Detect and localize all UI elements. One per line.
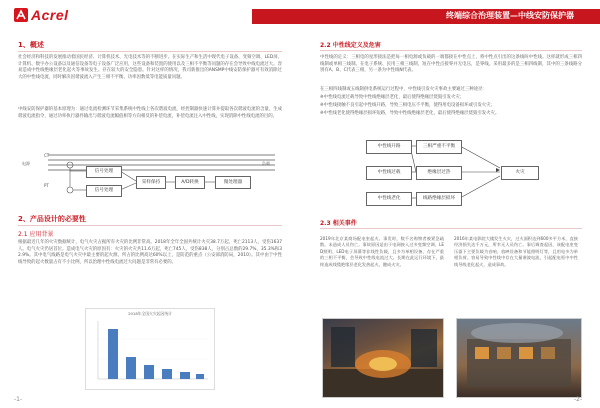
section-divider	[18, 225, 282, 226]
subsection-title-events: 2.3 相关事件	[320, 220, 357, 227]
processor-box: 微处理器	[215, 176, 251, 189]
flow-neutral-overload: 中性线过载	[366, 166, 412, 180]
section-title-overview: 1、概述	[18, 41, 44, 49]
fire-scene-image	[323, 319, 443, 397]
chart-bar	[180, 372, 190, 379]
chart-bar	[196, 374, 204, 379]
page-number-left: -1-	[14, 396, 23, 403]
fire-statistics-chart	[85, 308, 215, 390]
subsection-title-definition: 2.2 中性线定义及危害	[320, 42, 381, 49]
load-label: 负载	[262, 161, 270, 166]
section-divider	[320, 50, 582, 51]
pt-signal-box: 信号处理	[86, 185, 122, 197]
overview-paragraph-2: 中线安防保护器的基本原理为：通过电流检测环节采集系统中性线上各次谐波电流，经控制器快速计算并提取各次谐波电流的含量，生成谐波电流指令，通过功率执行器件输出与谐波电流幅值相等方向相反的补偿电流，补偿电流注入中性线，实现消除中性线电流的目的。	[18, 107, 282, 119]
overview-paragraph-1: 社会经济和科技的发展推动着国民经济、计算机技术、光电技术等的不断进步。在实际生产和生活中现代电子设备、变频空调、LED屏、计算机、数字办公设备以及通信设备等电子设备广泛应用，这些设备和装置的使用以及三相不平衡等问题的存在会导致中线电流过大。容易造成中性线绝缘层老化起火等事故发生。存在较大的安全隐患。针对这样的情况，我司新推出的ANSMP中线安防保护器可有效消除过大的中性线电流，同时解决因谐波流入产生三相不平衡、功率因数低等电能质量问题。	[18, 55, 282, 81]
event-1-text: 2019年北京某商场配电室起火。事发时，数千名购物者被紧急疏散。未造成人员伤亡。事故原因是由于电网接入过多变频空调、LED照明、LED电子屏幕等非线性负载，且多为单相设备，存在严重的三相不平衡，会导致中性线电流过大。长期在此运行环境下，最终造成线缆绝缘层老化发热起火，酿成火灾。	[320, 236, 444, 267]
chart-bar	[144, 365, 154, 379]
flow-fire: 火灾	[501, 166, 539, 180]
chart-bar	[126, 357, 136, 379]
pt-label: PT	[44, 183, 49, 188]
cinema-fire-image	[457, 319, 581, 397]
section-divider	[320, 228, 582, 229]
header-title: 终端综合治理装置—中线安防保护器	[446, 11, 574, 20]
section-divider	[18, 51, 282, 52]
flow-unbalance: 三相严重不平衡	[416, 140, 462, 154]
ct-signal-box: 信号处理	[86, 166, 122, 178]
chart-title: 2018年全国火灾起因统计	[128, 311, 172, 316]
event-2-photo	[456, 318, 582, 398]
acrel-logo-icon	[14, 8, 28, 22]
brand-name: Acrel	[31, 7, 69, 23]
adc-box: A/D转换	[175, 176, 205, 189]
ct-label: CT	[44, 153, 50, 158]
hazard-bullet-3: ※中性线老化使得绝缘层损坏短路，导致中性线绝缘层老化，最后使得绝缘层烧毁引发火灾。	[320, 111, 500, 116]
chart-bars	[86, 309, 214, 389]
header-bar	[252, 9, 600, 24]
section-title-necessity: 2、产品设计的必要性	[18, 215, 86, 223]
hazard-bullet-1: ※中性线电流过载导致中性线绝缘层老化，最后使得绝缘层烧毁引发火灾；	[320, 95, 465, 100]
subsection-title-background: 2.1 应用背景	[18, 231, 54, 238]
definition-paragraph: 中性线的定义：三相电的星形接法是把每一相电源或负载的一端都接在中性点上，将中性点引出的这条线叫中性线。这样就形成三相四线制或单相三线制。在电子系统、民用三相三线制，短在中性点接零并无电压，是零线。采用最多的是三相四线制，其中的三条线路分别有A、B、C代表三相，另一条为中性线N代表。	[320, 55, 582, 74]
source-label: 电源	[22, 161, 30, 166]
background-paragraph: 根据最近几年的火灾数据统计，电气火灾占据所有火灾的比例非常高。2018年全年全国共统计火灾38.7万起，死亡2113人，受伤1637人。电气火灾仍居首位。造成电气火灾的原因有：火灾的火灾共11.6万起，死亡745人，受伤838人，分别占总数的29.7%，35.3%和32.9%。其中电气线路是电气火灾中最主要的起火源，所占的比例高达60%以上，是防范的重点（公安部消防局，2010）。其中由于中性线导致的起火数量占有不小比例，所以治理中性线电流过大问题是非常有必要的。	[18, 240, 282, 266]
event-2-text: 2016年某电影院大楼发生火灾，过火面积达到600多平方米，直接经济损失达千万元，所幸无人员伤亡。事后调查起因，该配电室变压器下主要负载为音响、放映设备和节能照明灯等，且用电多为单相负荷。容易导致中性线中存在大量谐波电流，引起配电柜中中性线导线老化起火，造成事故。	[454, 236, 578, 267]
flow-insulation-damage: 线路绝缘层损坏	[416, 192, 462, 206]
event-1-photo	[322, 318, 444, 398]
chart-bar	[108, 329, 118, 379]
flow-insulation-overheat: 绝缘层过热	[416, 166, 462, 180]
flow-neutral-open: 中性线开路	[366, 140, 412, 154]
chart-bar	[162, 369, 172, 379]
hazard-intro: 在三相四线制或五线制供电系统运行过程中，中性线引发火灾事故主要通过三种途径：	[320, 87, 487, 92]
hazard-bullet-2: ※中性线接触不良引起中性线开路，导致三相电压不平衡，使得用电设备损坏或引发火灾；	[320, 103, 495, 108]
flow-neutral-aging: 中性线老化	[366, 192, 412, 206]
sample-hold-box: 采样保持	[136, 176, 166, 189]
page-number-right: -2-	[574, 396, 583, 403]
right-page	[300, 0, 600, 408]
brand-logo	[14, 7, 69, 23]
